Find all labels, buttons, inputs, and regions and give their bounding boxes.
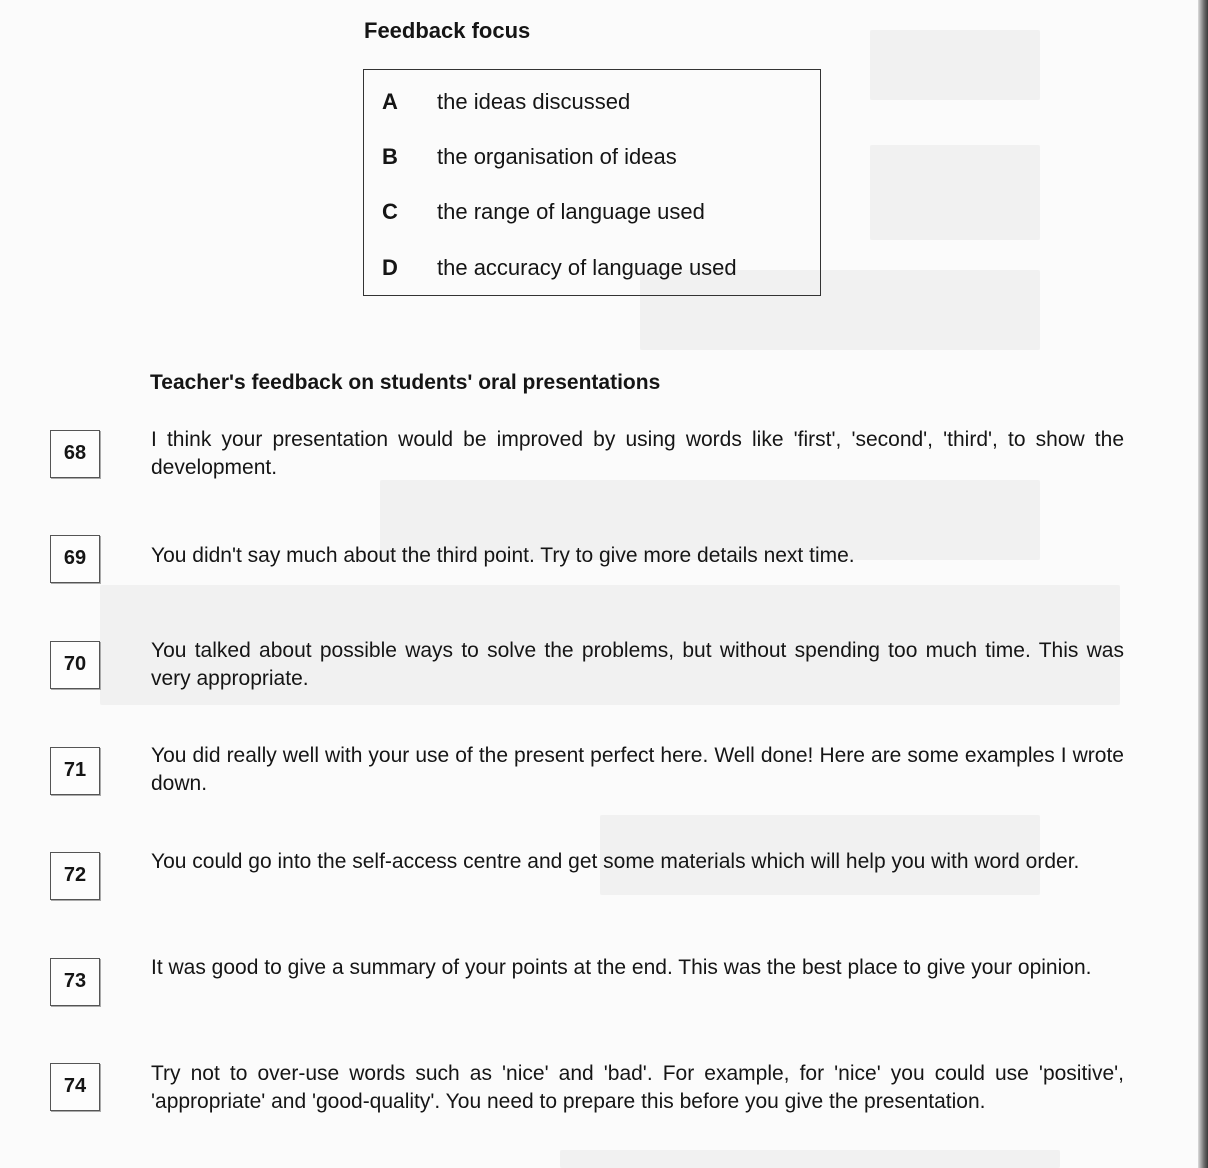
focus-option-a	[364, 89, 820, 119]
answer-number-box[interactable]: 68	[50, 430, 100, 478]
focus-option-letter: A	[382, 89, 398, 114]
focus-option-letter: D	[382, 255, 398, 280]
feedback-text: It was good to give a summary of your points at the end. This was the best place to give your opinion.	[151, 956, 1092, 979]
feedback-focus-box	[363, 69, 821, 296]
feedback-text: You talked about possible ways to solve the problems, but without spending too much time. This was very appropriate.	[151, 639, 1124, 690]
show-through-1	[870, 30, 1040, 100]
answer-number-box[interactable]: 74	[50, 1063, 100, 1111]
show-through-2	[870, 145, 1040, 240]
focus-option-text: the ideas discussed	[437, 89, 631, 114]
answer-number-box[interactable]: 73	[50, 958, 100, 1006]
focus-option-letter: B	[382, 144, 398, 169]
focus-option-letter: C	[382, 199, 398, 224]
page-edge-shadow	[1198, 0, 1208, 1168]
focus-option-b	[364, 144, 820, 174]
focus-option-c	[364, 199, 820, 229]
feedback-heading: Teacher's feedback on students' oral presentations	[150, 371, 661, 394]
feedback-text: I think your presentation would be improved by using words like 'first', 'second', 'third', to show the development.	[151, 428, 1124, 479]
feedback-text: Try not to over-use words such as 'nice' and 'bad'. For example, for 'nice' you could use 'positive', 'appropriate' and 'good-quality'. You need to prepare this before you give the presentation.	[151, 1062, 1124, 1113]
answer-number-box[interactable]: 70	[50, 641, 100, 689]
focus-option-d	[364, 255, 820, 285]
feedback-focus-title: Feedback focus	[364, 18, 531, 43]
focus-option-text: the accuracy of language used	[437, 255, 737, 280]
show-through-7	[560, 1150, 1060, 1168]
answer-number-box[interactable]: 72	[50, 852, 100, 900]
answer-number-box[interactable]: 69	[50, 535, 100, 583]
feedback-text: You didn't say much about the third point. Try to give more details next time.	[151, 544, 855, 567]
feedback-text: You did really well with your use of the present perfect here. Well done! Here are some examples I wrote down.	[151, 744, 1124, 795]
answer-number-box[interactable]: 71	[50, 747, 100, 795]
feedback-text: You could go into the self-access centre and get some materials which will help you with word order.	[151, 850, 1080, 873]
focus-option-text: the range of language used	[437, 199, 705, 224]
focus-option-text: the organisation of ideas	[437, 144, 677, 169]
